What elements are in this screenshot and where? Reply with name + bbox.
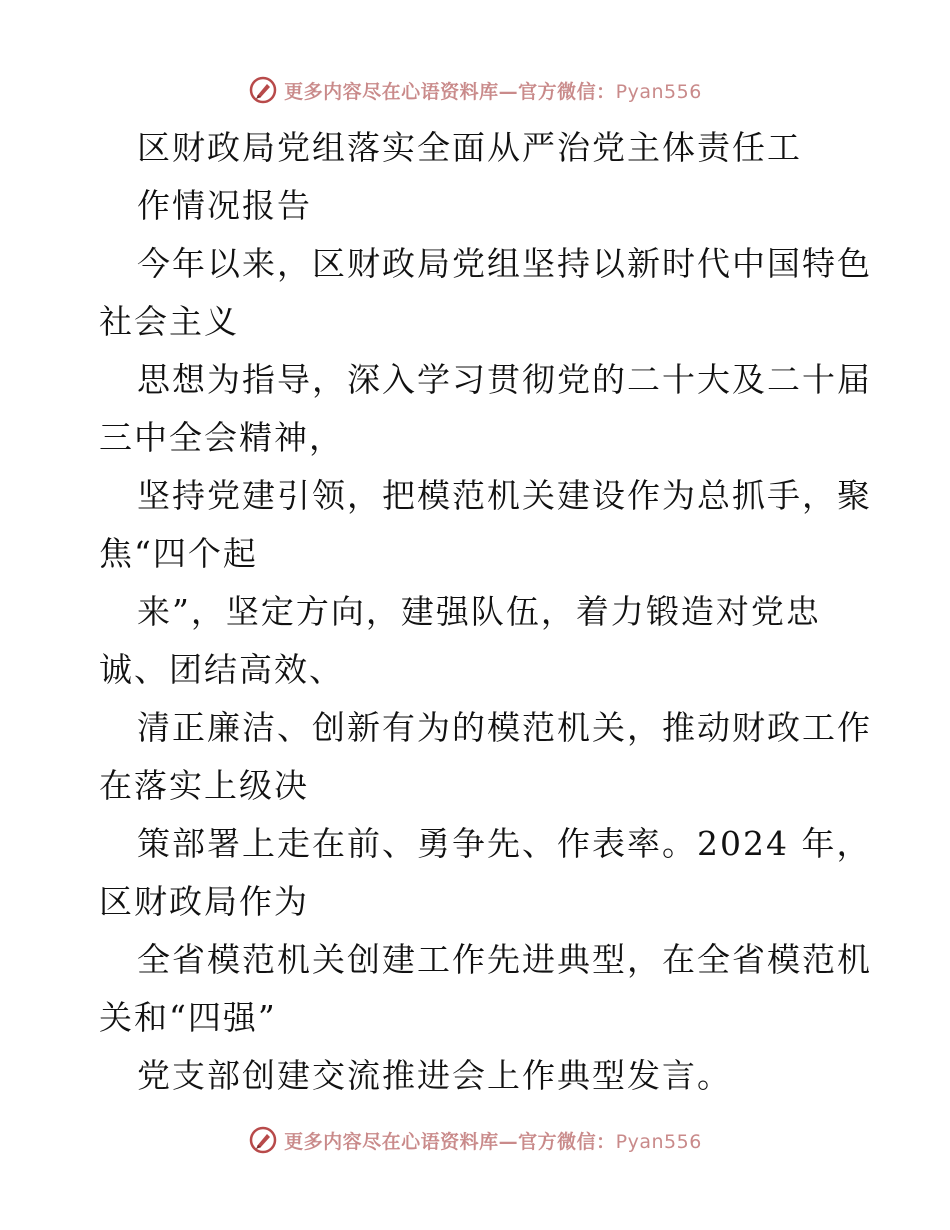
paragraph-line: 在落实上级决 <box>99 766 309 805</box>
footer-watermark-id: Pyan556 <box>615 1130 702 1153</box>
paragraph-line: 思想为指导，深入学习贯彻党的二十大及二十届 <box>137 360 872 399</box>
document-title-line-1: 区财政局党组落实全面从严治党主体责任工 <box>137 128 802 167</box>
paragraph-line: 社会主义 <box>99 302 239 341</box>
paragraph-line: 策部署上走在前、勇争先、作表率。2024 年， <box>137 824 872 863</box>
paragraph-line: 来”，坚定方向，建强队伍，着力锻造对党忠 <box>137 592 821 631</box>
footer-watermark-text: 更多内容尽在心语资料库—官方微信：Pyan556 <box>284 1130 702 1153</box>
paragraph-line: 诚、团结高效、 <box>99 650 344 689</box>
footer-watermark <box>0 1120 950 1160</box>
paragraph-line: 今年以来，区财政局党组坚持以新时代中国特色 <box>137 244 872 283</box>
header-watermark-text: 更多内容尽在心语资料库—官方微信：Pyan556 <box>284 80 702 103</box>
paragraph-line: 党支部创建交流推进会上作典型发言。 <box>137 1056 732 1095</box>
header-watermark <box>0 70 950 110</box>
paragraph-line: 焦“四个起 <box>99 534 258 573</box>
pen-nib-logo-icon <box>248 75 278 105</box>
paragraph-line: 区财政局作为 <box>99 882 309 921</box>
paragraph-line: 清正廉洁、创新有为的模范机关，推动财政工作 <box>137 708 872 747</box>
pen-nib-logo-icon <box>248 1125 278 1155</box>
paragraph-line: 关和“四强” <box>99 998 277 1037</box>
paragraph-line: 全省模范机关创建工作先进典型，在全省模范机 <box>137 940 872 979</box>
document-title-line-2: 作情况报告 <box>137 186 312 225</box>
paragraph-line: 三中全会精神， <box>99 418 344 457</box>
paragraph-line: 坚持党建引领，把模范机关建设作为总抓手，聚 <box>137 476 872 515</box>
header-watermark-id: Pyan556 <box>615 80 702 103</box>
